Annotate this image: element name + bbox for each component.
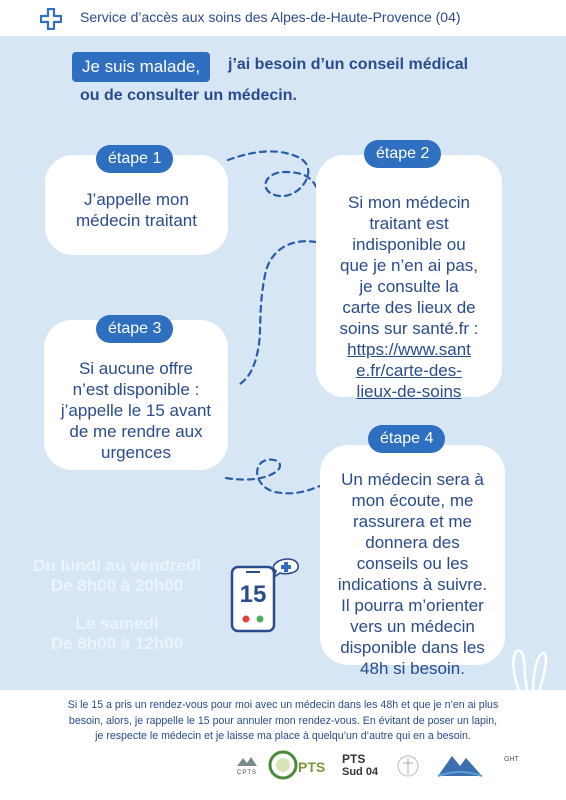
step-4-badge: étape 4 (368, 425, 445, 453)
phone-icon (226, 555, 306, 640)
step-2-line: Si mon médecin (348, 193, 470, 212)
mountain-logo (436, 750, 484, 782)
step-2-card (316, 155, 502, 401)
step-4-line: rassurera et me (352, 512, 473, 531)
step-3-line: urgences (101, 443, 171, 462)
bunny-ears-decoration (505, 645, 555, 691)
round-emblem-logo (396, 752, 420, 784)
header (0, 0, 566, 36)
step-3-line: j’appelle le 15 avant (60, 401, 212, 420)
partner-logos (220, 748, 566, 794)
step-1-line: J’appelle mon (84, 190, 189, 209)
footer-line: Si le 15 a pris un rendez-vous pour moi avec un médecin dans les 48h et que je n’en ai plus (67, 699, 499, 711)
opening-hours (22, 556, 212, 654)
header-title: Service d’accès aux soins des Alpes-de-Haute-Provence (04) (80, 9, 461, 25)
step-4-line: conseils ou les (356, 554, 469, 573)
link-line[interactable]: https://www.sant (347, 340, 471, 359)
link-line[interactable]: e.fr/carte-des- (356, 361, 462, 380)
link-line[interactable]: lieux-de-soins (356, 382, 462, 401)
headline-badge: Je suis malade, (72, 52, 210, 82)
step-2-line: je consulte la (359, 277, 459, 296)
weekday-time: De 8h00 à 20h00 (50, 576, 184, 595)
step-2-line: soins sur santé.fr : (339, 319, 479, 338)
step-4-line: vers un médecin (350, 617, 475, 636)
footer-line: je respecte le médecin et je laisse ma place à quelqu’un d’autre qui en a besoin. (95, 730, 471, 742)
step-1-line: médecin traitant (76, 211, 197, 230)
step-2-line: carte des lieux de (342, 298, 476, 317)
step-4-line: Un médecin sera à (341, 470, 484, 489)
headline-text-line2: ou de consulter un médecin. (80, 87, 297, 104)
saturday-days: Le samedi (75, 614, 159, 633)
step-2-badge: étape 2 (364, 140, 441, 168)
step-2-line: que je n’en ai pas, (340, 256, 478, 275)
medical-cross-icon (40, 8, 62, 30)
step-4-line: donnera des (365, 533, 460, 552)
step-3-line: de me rendre aux (69, 422, 203, 441)
footer-note (8, 698, 558, 745)
step-4-line: mon écoute, me (351, 491, 474, 510)
step-4-line: Il pourra m’orienter (341, 596, 484, 615)
step-4-card (320, 445, 505, 678)
step-4-line: 48h si besoin. (360, 659, 465, 678)
saturday-time: De 8h00 à 12h00 (50, 634, 184, 653)
phone-number: 15 (239, 581, 267, 608)
step-2-line: indisponible ou (352, 235, 466, 254)
pts-logo: PTS (268, 750, 298, 782)
step-1-badge: étape 1 (96, 145, 173, 173)
step-4-line: disponible dans les (340, 638, 485, 657)
weekday-days: Du lundi au vendredi (32, 556, 202, 575)
pts-sud-04-logo: PTS Sud 04 (342, 752, 379, 778)
step-4-line: indications à suivre. (337, 575, 488, 594)
ght-logo: GHT (504, 756, 519, 763)
step-3-badge: étape 3 (96, 315, 173, 343)
cpts-logo: CPTS (228, 754, 266, 776)
step-2-line: traitant est (369, 214, 449, 233)
step-3-line: n’est disponible : (72, 380, 200, 399)
step-3-line: Si aucune offre (78, 359, 194, 378)
headline-text: j’ai besoin d’un conseil médical (228, 56, 469, 73)
carte-des-lieux-de-soins-link[interactable] (316, 339, 502, 402)
footer-line: besoin, alors, je rappelle le 15 pour annuler mon rendez-vous. En évitant de poser un lapin, (68, 714, 498, 727)
